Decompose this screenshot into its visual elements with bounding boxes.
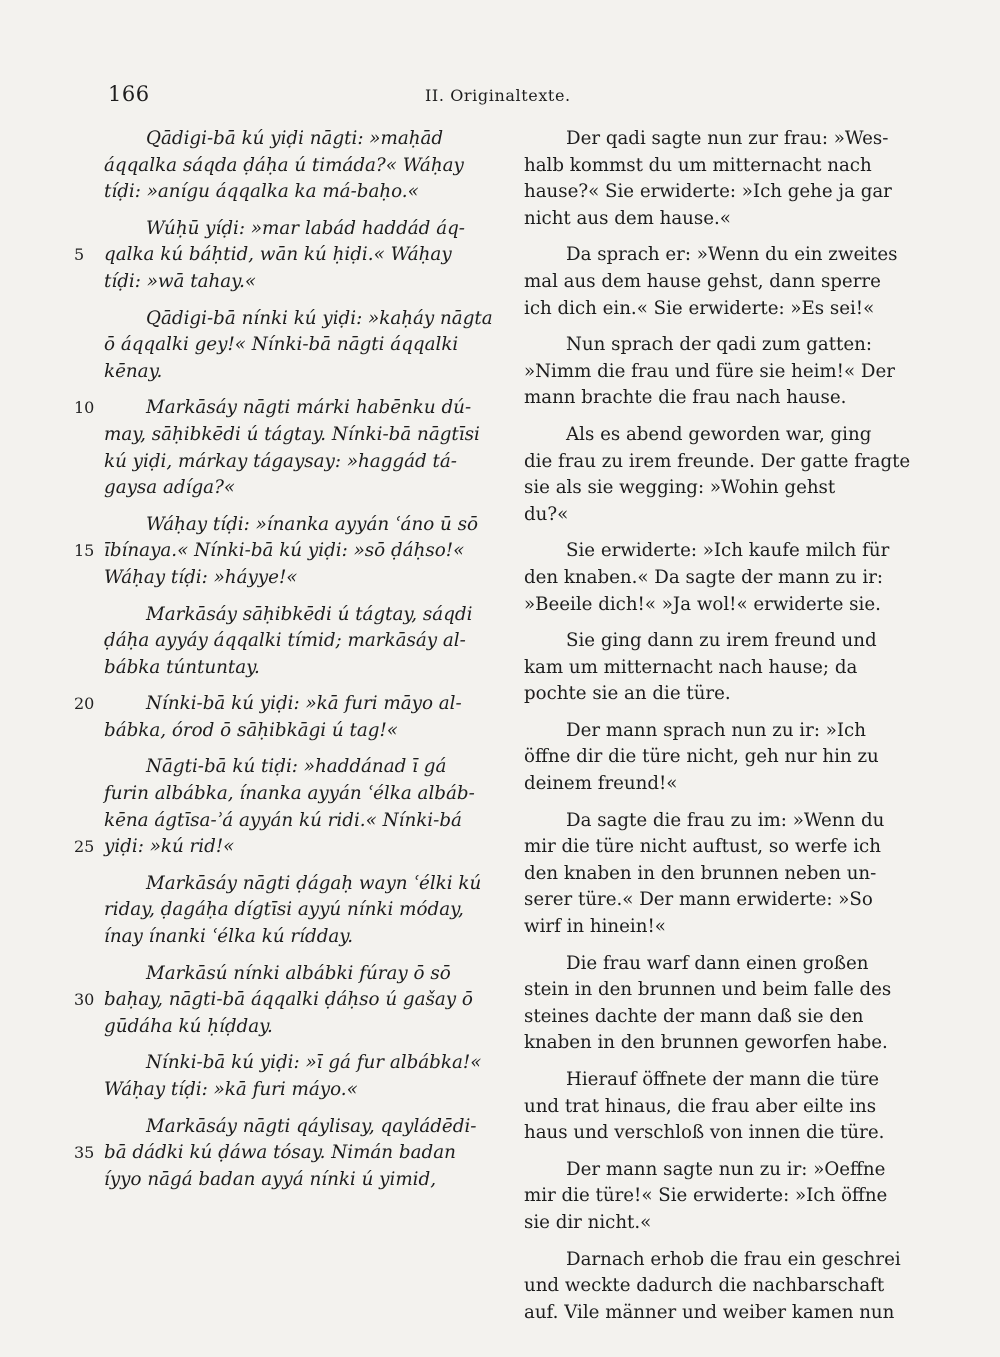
- line-text: Wáḥay tíḍi: »kā furi máyo.«: [104, 1079, 358, 1100]
- line-text: Der mann sagte nun zu ir: »Oeffne: [566, 1158, 886, 1180]
- text-line: [104, 1077, 496, 1104]
- line-text: Da sagte die frau zu im: »Wenn du: [566, 809, 885, 831]
- line-text: Da sprach er: »Wenn du ein zweites: [566, 244, 898, 266]
- somali-paragraph: [104, 126, 496, 206]
- line-text: den knaben.« Da sagte der mann zu ir:: [524, 566, 884, 588]
- text-line: [524, 1120, 910, 1147]
- text-line: [524, 834, 910, 861]
- line-text: bā dádki kú ḍáwa tósay. Nimán badan: [104, 1142, 456, 1164]
- text-line: [524, 1247, 910, 1274]
- text-line: [104, 565, 496, 592]
- line-text: Nāgti-bā kú tiḍi: »haddánad ī gá: [146, 756, 447, 778]
- line-text: auf. Vile männer und weiber kamen nun: [524, 1301, 895, 1323]
- line-text: kam um mitternacht nach hause; da: [524, 656, 858, 678]
- line-text: ínay ínanki ʿélka kú rídday.: [104, 926, 354, 948]
- line-text: Qādigi-bā kú yiḍi nāgti: »maḥād: [146, 128, 444, 149]
- line-text: riday, ḍagáḥa dígtīsi ayyú nínki móday,: [104, 899, 464, 921]
- line-text: gaysa adíga?«: [104, 477, 236, 499]
- text-line: [74, 538, 496, 565]
- text-line: [104, 269, 496, 296]
- german-paragraph: [524, 332, 910, 412]
- text-line: [104, 1050, 496, 1077]
- text-line: [104, 449, 496, 476]
- text-line: [524, 385, 910, 412]
- german-paragraph: [524, 242, 910, 322]
- line-number: 15: [74, 541, 95, 561]
- text-line: [104, 153, 496, 180]
- somali-paragraph: [104, 1050, 496, 1103]
- german-paragraph: [524, 951, 910, 1057]
- text-line: [524, 718, 910, 745]
- line-text: Markāsáy nāgti qáylisay, qayládēdi-: [146, 1115, 477, 1137]
- line-text: ībínaya.« Nínki-bā kú yiḍi: »sō ḍáḥso!«: [104, 540, 465, 562]
- german-paragraph: [524, 1247, 910, 1327]
- text-line: [524, 951, 910, 978]
- text-line: [524, 565, 910, 592]
- line-text: pochte sie an die türe.: [524, 683, 731, 705]
- german-paragraph: [524, 718, 910, 798]
- somali-paragraph: [74, 754, 496, 860]
- somali-paragraph: [74, 512, 496, 592]
- text-line: [524, 1183, 910, 1210]
- line-text: mir die türe!« Sie erwiderte: »Ich öffne: [524, 1185, 888, 1207]
- text-line: [524, 1094, 910, 1121]
- text-line: [524, 332, 910, 359]
- text-line: [524, 887, 910, 914]
- line-text: und trat hinaus, die frau aber eilte ins: [524, 1095, 877, 1117]
- text-line: [104, 754, 496, 781]
- line-text: den knaben in den brunnen neben un-: [524, 862, 877, 884]
- line-text: ich dich ein.« Sie erwiderte: »Es sei!«: [524, 297, 875, 319]
- text-line: [524, 861, 910, 888]
- line-text: mir die türe nicht auftust, so werfe ich: [524, 836, 881, 858]
- text-line: [74, 691, 496, 718]
- line-text: Der mann sprach nun zu ir: »Ich: [566, 719, 866, 741]
- text-line: [74, 242, 496, 269]
- line-text: die frau zu irem freunde. Der gatte fragte: [524, 450, 911, 472]
- text-line: [524, 538, 910, 565]
- text-line: [104, 306, 496, 333]
- text-line: [524, 1210, 910, 1237]
- somali-paragraph: [104, 306, 496, 386]
- text-line: [524, 475, 910, 502]
- somali-paragraph: [74, 691, 496, 744]
- text-line: [524, 422, 910, 449]
- line-text: Markāsáy nāgti ḍágaḥ wayn ʿélki kú: [146, 872, 482, 894]
- line-text: »Beeile dich!« »Ja wol!« erwiderte sie.: [524, 593, 881, 615]
- somali-text-column: [74, 126, 496, 1203]
- line-text: áqqalka sáqda ḍáḥa ú timáda?« Wáḥay: [104, 154, 464, 176]
- somali-paragraph: [74, 961, 496, 1041]
- line-number: 25: [74, 837, 95, 857]
- line-text: Darnach erhob die frau ein geschrei: [566, 1248, 901, 1270]
- line-text: mann brachte die frau nach hause.: [524, 387, 847, 409]
- line-text: Markāsáy sāḥibkēdi ú tágtay, sáqdi: [146, 603, 473, 625]
- line-text: du?«: [524, 503, 569, 525]
- text-line: [104, 1114, 496, 1141]
- line-text: Markāsú nínki albábki fúray ō sō: [146, 962, 451, 984]
- somali-paragraph: [74, 216, 496, 296]
- text-line: [104, 512, 496, 539]
- line-text: Nun sprach der qadi zum gatten:: [566, 334, 872, 356]
- text-line: [524, 269, 910, 296]
- german-paragraph: [524, 1067, 910, 1147]
- line-text: baḥay, nāgti-bā áqqalki ḍáḥso ú gašay ō: [104, 989, 473, 1011]
- text-line: [524, 1273, 910, 1300]
- line-text: Der qadi sagte nun zur frau: »Wes-: [566, 128, 889, 149]
- somali-paragraph: [74, 1114, 496, 1194]
- text-line: [524, 1030, 910, 1057]
- somali-paragraph: [104, 602, 496, 682]
- text-line: [104, 781, 496, 808]
- line-text: gūdáha kú ḥíḍday.: [104, 1015, 273, 1037]
- somali-paragraph: [104, 871, 496, 951]
- line-text: Hierauf öffnete der mann die türe: [566, 1069, 880, 1090]
- text-line: [524, 206, 910, 233]
- text-line: [104, 961, 496, 988]
- text-line: [524, 153, 910, 180]
- line-text: Qādigi-bā nínki kú yiḍi: »kaḥáy nāgta: [146, 307, 493, 329]
- text-line: [104, 422, 496, 449]
- text-line: [524, 1157, 910, 1184]
- german-paragraph: [524, 538, 910, 618]
- text-line: [104, 718, 496, 745]
- line-text: öffne dir die türe nicht, geh nur hin zu: [524, 746, 879, 768]
- line-text: sie dir nicht.«: [524, 1211, 652, 1233]
- line-text: deinem freund!«: [524, 773, 678, 795]
- line-text: kú yiḍi, márkay tágaysay: »haggád tá-: [104, 450, 457, 472]
- german-paragraph: [524, 126, 910, 232]
- line-text: hause?« Sie erwiderte: »Ich gehe ja gar: [524, 181, 892, 203]
- text-line: [104, 655, 496, 682]
- german-paragraph: [524, 422, 910, 528]
- line-text: ō áqqalki gey!« Nínki-bā nāgti áqqalki: [104, 334, 459, 356]
- text-line: [524, 771, 910, 798]
- text-line: [524, 914, 910, 941]
- text-line: [524, 502, 910, 529]
- text-line: [74, 395, 496, 422]
- text-line: [104, 359, 496, 386]
- line-number: 20: [74, 694, 95, 714]
- text-line: [524, 296, 910, 323]
- text-line: [524, 681, 910, 708]
- line-text: kēna ágtīsa-ʾá ayyán kú ridi.« Nínki-bá: [104, 809, 462, 831]
- line-text: tíḍi: »wā tahay.«: [104, 270, 257, 292]
- line-text: knaben in den brunnen geworfen habe.: [524, 1032, 888, 1054]
- text-line: [524, 977, 910, 1004]
- text-line: [104, 216, 496, 243]
- text-line: [104, 332, 496, 359]
- text-line: [104, 475, 496, 502]
- text-line: [104, 1167, 496, 1194]
- line-text: Wáḥay tíḍi: »háyye!«: [104, 566, 298, 588]
- line-text: halb kommst du um mitternacht nach: [524, 154, 872, 176]
- line-text: sie als sie wegging: »Wohin gehst: [524, 477, 836, 499]
- text-line: [524, 628, 910, 655]
- line-text: Nínki-bā kú yiḍi: »ī gá fur albábka!«: [146, 1052, 482, 1074]
- line-text: furin albábka, ínanka ayyán ʿélka albáb-: [104, 783, 475, 805]
- text-line: [74, 1140, 496, 1167]
- line-text: kēnay.: [104, 360, 163, 382]
- text-line: [524, 126, 910, 153]
- text-line: [74, 834, 496, 861]
- line-number: 5: [74, 245, 85, 265]
- text-line: [524, 592, 910, 619]
- text-line: [524, 242, 910, 269]
- line-text: yiḍi: »kú rid!«: [104, 836, 235, 858]
- text-line: [104, 602, 496, 629]
- line-text: Die frau warf dann einen großen: [566, 952, 869, 974]
- line-text: steines dachte der mann daß sie den: [524, 1005, 864, 1027]
- line-text: Wúḥū yíḍi: »mar labád haddád áq-: [146, 217, 465, 239]
- text-line: [524, 1004, 910, 1031]
- line-text: und weckte dadurch die nachbarschaft: [524, 1275, 885, 1297]
- line-text: Nínki-bā kú yiḍi: »kā furi māyo al-: [146, 693, 462, 715]
- line-text: íyyo nāgá badan ayyá nínki ú yimid,: [104, 1168, 437, 1190]
- line-text: Als es abend geworden war, ging: [566, 423, 872, 445]
- text-line: [524, 1067, 910, 1094]
- line-text: tíḍi: »anígu áqqalka ka má-baḥo.«: [104, 181, 419, 203]
- text-line: [524, 808, 910, 835]
- text-line: [104, 179, 496, 206]
- german-paragraph: [524, 628, 910, 708]
- line-text: Wáḥay tíḍi: »ínanka ayyán ʿáno ū sō: [146, 513, 479, 535]
- german-translation-column: [524, 126, 910, 1336]
- line-text: serer türe.« Der mann erwiderte: »So: [524, 889, 873, 911]
- line-text: »Nimm die frau und füre sie heim!« Der: [524, 360, 895, 382]
- line-text: haus und verschloß von innen die türe.: [524, 1122, 885, 1144]
- text-line: [524, 744, 910, 771]
- text-line: [74, 987, 496, 1014]
- line-text: mal aus dem hause gehst, dann sperre: [524, 270, 881, 292]
- text-line: [104, 924, 496, 951]
- text-line: [104, 808, 496, 835]
- text-line: [104, 628, 496, 655]
- text-line: [524, 449, 910, 476]
- line-text: qalka kú báḥtid, wān kú ḥiḍi.« Wáḥay: [104, 244, 452, 266]
- line-text: may, sāḥibkēdi ú tágtay. Nínki-bā nāgtīsi: [104, 423, 480, 445]
- line-text: ḍáḥa ayyáy áqqalki tímid; markāsáy al-: [104, 630, 466, 652]
- german-paragraph: [524, 808, 910, 941]
- line-text: bábka, órod ō sāḥibkāgi ú tag!«: [104, 719, 398, 741]
- somali-paragraph: [74, 395, 496, 501]
- line-text: bábka túntuntay.: [104, 656, 260, 678]
- text-line: [104, 897, 496, 924]
- page-number: 166: [108, 82, 150, 106]
- text-line: [104, 126, 496, 153]
- text-line: [104, 1014, 496, 1041]
- line-text: Sie ging dann zu irem freund und: [566, 630, 877, 652]
- line-text: Sie erwiderte: »Ich kaufe milch für: [566, 540, 890, 562]
- line-number: 35: [74, 1143, 95, 1163]
- line-text: nicht aus dem hause.«: [524, 207, 731, 229]
- line-text: wirf in hinein!«: [524, 916, 666, 938]
- text-line: [524, 1300, 910, 1327]
- line-text: Markāsáy nāgti márki habēnku dú-: [146, 397, 472, 419]
- text-line: [524, 179, 910, 206]
- line-number: 30: [74, 990, 95, 1010]
- running-head: II. Originaltexte.: [425, 86, 571, 105]
- line-number: 10: [74, 398, 95, 418]
- german-paragraph: [524, 1157, 910, 1237]
- text-line: [524, 359, 910, 386]
- line-text: stein in den brunnen und beim falle des: [524, 979, 892, 1001]
- text-line: [104, 871, 496, 898]
- text-line: [524, 655, 910, 682]
